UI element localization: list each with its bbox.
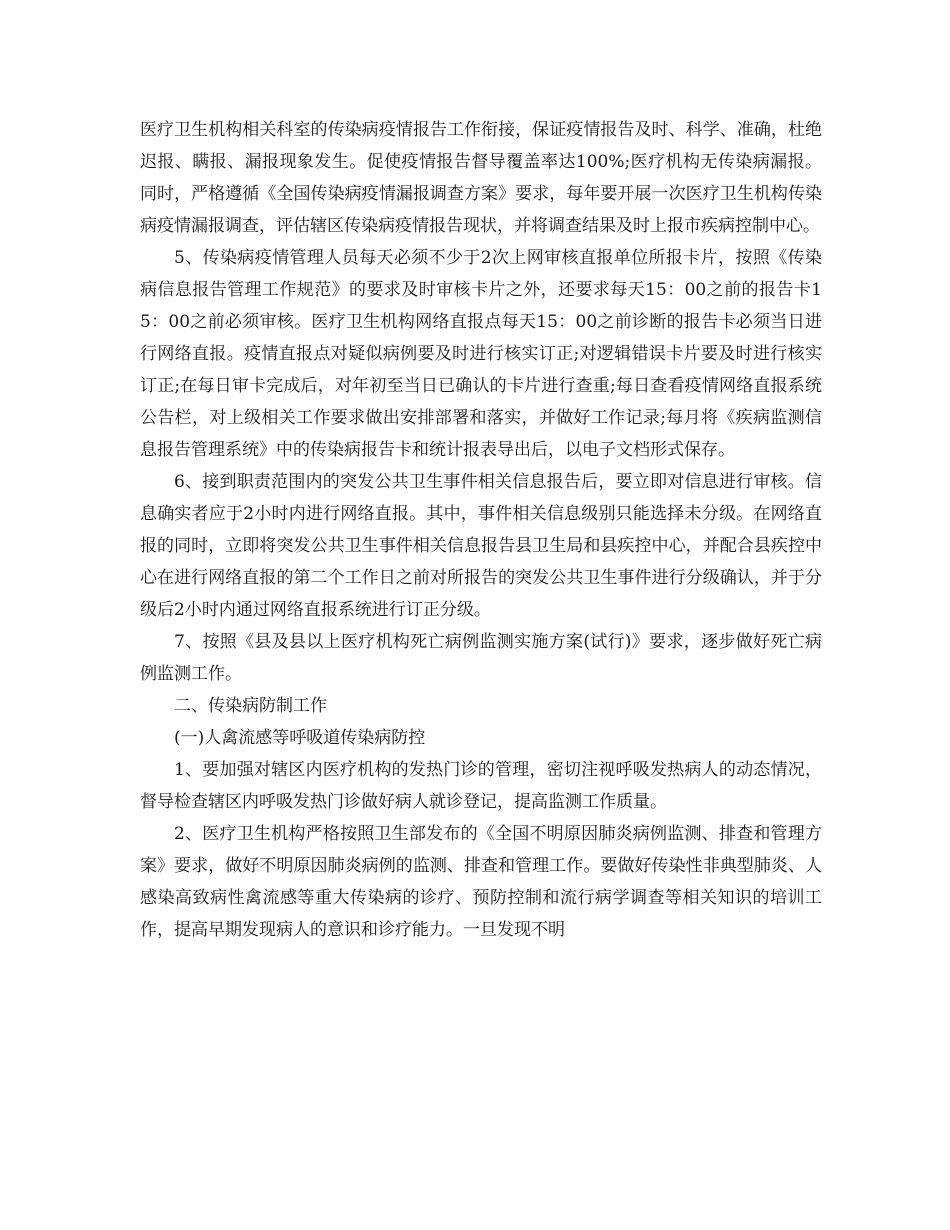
paragraph-item-2: 2、医疗卫生机构严格按照卫生部发布的《全国不明原因肺炎病例监测、排查和管理方案》要求，做好不明原因肺炎病例的监测、排查和管理工作。要做好传染性非典型肺炎、人感染高致病性禽流感等重大传染病的诊疗、预防控制和流行病学调查等相关知识的培训工作，提高早期发现病人的意识和诊疗能力。一旦发现不明 [140, 824, 822, 940]
paragraph-item-5: 5、传染病疫情管理人员每天必须不少于2次上网审核直报单位所报卡片，按照《传染病信息报告管理工作规范》的要求及时审核卡片之外，还要求每天15：00之前的报告卡15：00之前必须审核。医疗卫生机构网络直报点每天15：00之前诊断的报告卡必须当日进行网络直报。疫情直报点对疑似病例要及时进行核实订正;对逻辑错误卡片要及时进行核实订正;在每日审卡完成后，对年初至当日已确认的卡片进行查重;每日查看疫情网络直报系统公告栏，对上级相关工作要求做出安排部署和落实，并做好工作记录;每月将《疾病监测信息报告管理系统》中的传染病报告卡和统计报表导出后，以电子文档形式保存。 [140, 248, 822, 460]
paragraph-item-7: 7、按照《县及县以上医疗机构死亡病例监测实施方案(试行)》要求，逐步做好死亡病例监测工作。 [140, 632, 822, 684]
subsection-heading: (一)人禽流感等呼吸道传染病防控 [174, 728, 426, 748]
document-body [140, 114, 822, 946]
paragraph-item-1: 1、要加强对辖区内医疗机构的发热门诊的管理，密切注视呼吸发热病人的动态情况，督导检查辖区内呼吸发热门诊做好病人就诊登记，提高监测工作质量。 [140, 760, 822, 812]
paragraph-continuation: 医疗卫生机构相关科室的传染病疫情报告工作衔接，保证疫情报告及时、科学、准确，杜绝迟报、瞒报、漏报现象发生。促使疫情报告督导覆盖率达100%;医疗机构无传染病漏报。同时，严格遵循《全国传染病疫情漏报调查方案》要求，每年要开展一次医疗卫生机构传染病疫情漏报调查，评估辖区传染病疫情报告现状，并将调查结果及时上报市疾病控制中心。 [140, 120, 822, 236]
paragraph-item-6: 6、接到职责范围内的突发公共卫生事件相关信息报告后，要立即对信息进行审核。信息确实者应于2小时内进行网络直报。其中，事件相关信息级别只能选择未分级。在网络直报的同时，立即将突发公共卫生事件相关信息报告县卫生局和县疾控中心，并配合县疾控中心在进行网络直报的第二个工作日之前对所报告的突发公共卫生事件进行分级确认，并于分级后2小时内通过网络直报系统进行订正分级。 [140, 472, 822, 620]
section-heading: 二、传染病防制工作 [174, 696, 327, 716]
